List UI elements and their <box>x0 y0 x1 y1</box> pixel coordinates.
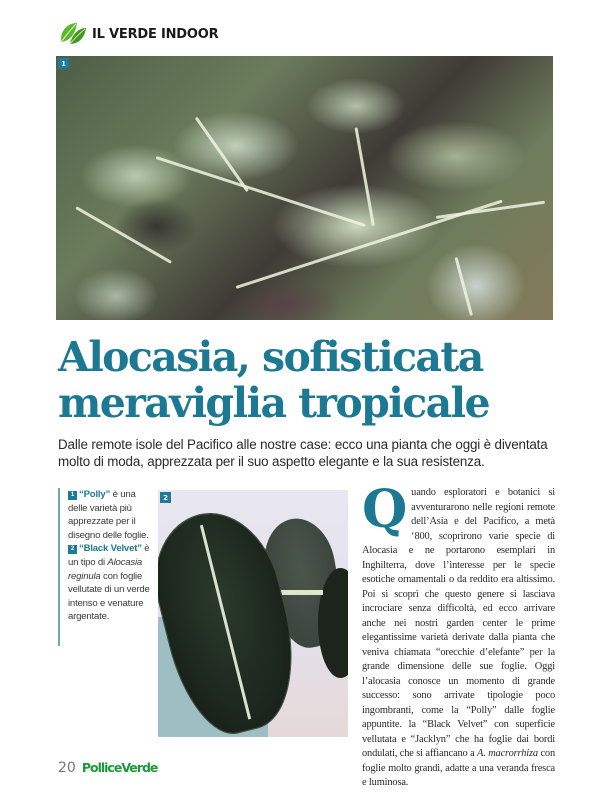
photo-number-badge: 2 <box>160 492 171 503</box>
leaf-vein <box>455 257 473 316</box>
headline-line-1: Alocasia, sofisticata <box>58 333 483 381</box>
page-number: 20 <box>58 760 76 776</box>
body-text: uando esploratori e botanici si avventurarono nelle regioni remote dell’Asia e del Pacifico, a metà ‘800, scoprirono varie specie di Alocasia e ne portarono esemplari in Inghilterra, dove l’interesse per le specie esotiche ornamentali o da reddito era altissimo. Poi si scoprì che questo genere si lasciava incrociare senza difficoltà, ed ecco arrivare anche nei nostri garden center le prime elegantissime varietà derivate dalla pianta che veniva chiamata “orecchie d’elefante” per la grande dimensione delle sue foglie. Oggi l’alocasia conosce un momento di grande successo: sono arrivate tipologie poco ingombranti, come la “Polly” dalle foglie appuntite. la “Black Velvet” con superficie vellutata e “Jacklyn” che ha foglie dai bordi ondulati, che si affiancano a <box>362 487 555 759</box>
photo-alocasia-polly <box>56 56 553 320</box>
photo-number-badge: 1 <box>58 58 69 69</box>
page-footer <box>58 760 157 776</box>
leaf-icon <box>58 20 88 48</box>
caption-variety-name: “Polly” <box>79 489 111 500</box>
photo-alocasia-black-velvet <box>158 490 348 737</box>
section-header <box>58 20 218 48</box>
leaf-vein <box>156 156 366 227</box>
caption-text: è un tipo di <box>68 543 150 568</box>
leaf-vein <box>75 206 172 264</box>
caption-variety-name: “Black Velvet” <box>79 543 142 555</box>
caption-text: con foglie vellutate di un verde intenso e venature argentate. <box>68 570 150 623</box>
leaf-midrib <box>200 525 251 720</box>
leaf-vein <box>355 127 375 226</box>
drop-cap: Q <box>362 479 408 540</box>
article-headline <box>58 334 558 426</box>
headline-line-2: meraviglia tropicale <box>58 379 490 427</box>
caption-species-name: Alocasia reginula <box>68 556 143 582</box>
body-text: con foglie molto grandi, adatte a una veranda fresca e luminosa. <box>362 748 555 788</box>
body-species-name: A. macrorrhiza <box>477 748 538 759</box>
magazine-logo: PolliceVerde <box>81 760 158 775</box>
section-title: IL VERDE INDOOR <box>92 26 219 42</box>
photo-captions <box>58 488 156 646</box>
caption-number-badge: 1 <box>68 491 77 500</box>
caption-text: è una delle varietà più apprezzate per il disegno delle foglie. <box>68 489 149 541</box>
caption-1 <box>68 488 156 542</box>
article-standfirst: Dalle remote isole del Pacifico alle nostre case: ecco una pianta che oggi è diventata molto di moda, apprezzata per il suo aspetto elegante e la sua resistenza. <box>58 437 548 469</box>
leaf-stem <box>278 590 323 595</box>
caption-number-badge: 2 <box>68 545 77 554</box>
article-body <box>362 479 555 791</box>
caption-2 <box>68 542 156 624</box>
